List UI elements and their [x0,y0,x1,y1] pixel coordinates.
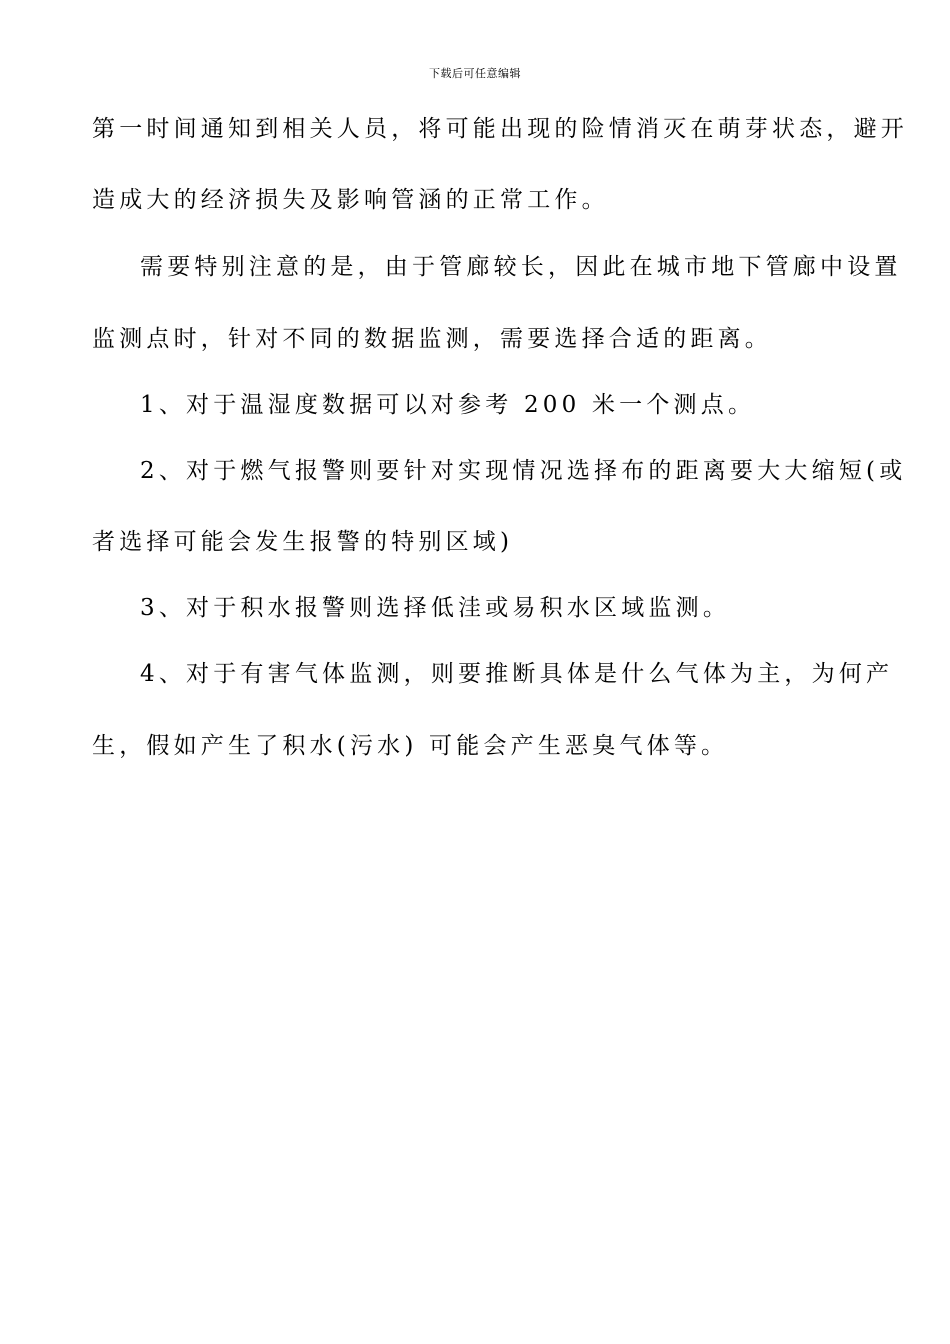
list-item-3: 3、对于积水报警则选择低洼或易积水区域监测。 [140,595,731,621]
list-item-2-line-2: 者选择可能会发生报警的特别区域) [92,529,514,555]
paragraph-line-3: 需要特别注意的是，由于管廊较长，因此在城市地下管廊中设置 [140,254,902,280]
paragraph-line-4: 监测点时，针对不同的数据监测，需要选择合适的距离。 [92,326,772,352]
list-item-2-line-1: 2、对于燃气报警则要针对实现情况选择布的距离要大大缩短(或 [140,458,907,484]
page-header: 下载后可任意编辑 [429,67,521,80]
paragraph-line-1: 第一时间通知到相关人员，将可能出现的险情消灭在萌芽状态，避开 [92,116,908,142]
list-item-4-line-2: 生，假如产生了积水(污水) 可能会产生恶臭气体等。 [92,733,729,759]
list-item-4-line-1: 4、对于有害气体监测，则要推断具体是什么气体为主，为何产 [140,661,894,687]
list-item-1: 1、对于温湿度数据可以对参考 200 米一个测点。 [140,392,756,418]
paragraph-line-2: 造成大的经济损失及影响管涵的正常工作。 [92,187,609,213]
